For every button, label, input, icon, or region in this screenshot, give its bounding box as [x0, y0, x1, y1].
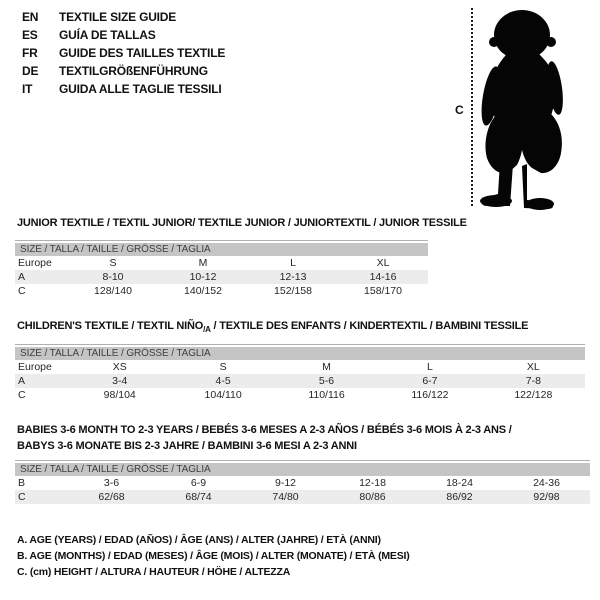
size-cell: XL: [376, 257, 390, 269]
language-row: [22, 80, 225, 98]
language-title: GUÍA DE TALLAS: [59, 28, 156, 42]
table-row-age: [15, 374, 585, 388]
height-dotted-line: [471, 8, 473, 206]
babies-title-line1: BABIES 3-6 MONTH TO 2-3 YEARS / BEBÉS 3-6 MESES A 2-3 AÑOS / BÉBÉS 3-6 MOIS À 2-3 ANS /: [17, 424, 512, 436]
age-cell: 3-4: [112, 375, 128, 387]
row-label: C: [18, 491, 26, 503]
language-code: EN: [22, 10, 39, 24]
size-cell: L: [427, 361, 433, 373]
babies-table: [15, 460, 590, 504]
size-cell: S: [219, 361, 227, 373]
children-title-post: / TEXTILE DES ENFANTS / KINDERTEXTIL / BAMBINI TESSILE: [210, 320, 529, 332]
table-row-europe: [15, 360, 585, 374]
row-label: Europe: [18, 361, 52, 373]
age-cell: 9-12: [274, 477, 296, 489]
height-cell: 128/140: [94, 285, 132, 297]
height-cell: 86/92: [446, 491, 473, 503]
height-label: C: [455, 103, 464, 117]
size-cell: S: [109, 257, 117, 269]
height-cell: 80/86: [359, 491, 386, 503]
junior-table: [15, 240, 428, 298]
height-cell: 122/128: [514, 389, 553, 401]
height-cell: 74/80: [272, 491, 299, 503]
language-code: ES: [22, 28, 38, 42]
size-cell: XL: [526, 361, 540, 373]
language-title: GUIDA ALLE TAGLIE TESSILI: [59, 82, 222, 96]
age-cell: 6-9: [190, 477, 207, 489]
footnote-c: C. (cm) HEIGHT / ALTURA / HAUTEUR / HÖHE / ALTEZZA: [17, 566, 291, 578]
row-label: A: [18, 375, 26, 387]
footnote-b: B. AGE (MONTHS) / EDAD (MESES) / ÂGE (MOIS) / ALTER (MONATE) / ETÀ (MESI): [17, 550, 410, 562]
age-cell: 12-13: [279, 271, 307, 283]
age-cell: 12-18: [359, 477, 386, 489]
age-cell: 8-10: [102, 271, 124, 283]
language-title: TEXTILE SIZE GUIDE: [59, 10, 177, 24]
language-code: FR: [22, 46, 38, 60]
size-header-bar: SIZE / TALLA / TAILLE / GRÖSSE / TAGLIA: [15, 243, 428, 256]
junior-table-title: JUNIOR TEXTILE / TEXTIL JUNIOR/ TEXTILE JUNIOR / JUNIORTEXTIL / JUNIOR TESSILE: [17, 217, 467, 229]
height-cell: 104/110: [204, 389, 242, 401]
size-cell: M: [198, 257, 208, 269]
height-cell: 62/68: [98, 491, 125, 503]
age-cell: 18-24: [446, 477, 473, 489]
row-label: A: [18, 271, 26, 283]
row-label: Europe: [18, 257, 52, 269]
size-cell: M: [322, 361, 331, 373]
height-cell: 92/98: [533, 491, 560, 503]
height-cell: 140/152: [184, 285, 222, 297]
height-cell: 116/122: [411, 389, 449, 401]
table-row-europe: [15, 256, 428, 270]
language-title: TEXTILGRÖßENFÜHRUNG: [59, 64, 208, 78]
age-cell: 3-6: [103, 477, 120, 489]
babies-table-title: [17, 422, 512, 454]
table-row-height: [15, 284, 428, 298]
height-cell: 110/116: [308, 389, 345, 401]
age-cell: 4-5: [215, 375, 231, 387]
row-label: C: [18, 389, 26, 401]
table-row-age: [15, 270, 428, 284]
row-label: C: [18, 285, 26, 297]
language-row: [22, 26, 225, 44]
table-row-height: [15, 388, 585, 402]
table-row-age-months: [15, 476, 590, 490]
age-cell: 24-36: [533, 477, 560, 489]
children-table-title: [17, 320, 528, 334]
age-cell: 14-16: [369, 271, 397, 283]
footnotes: [17, 532, 410, 580]
language-title: GUIDE DES TAILLES TEXTILE: [59, 46, 226, 60]
language-code: DE: [22, 64, 39, 78]
size-cell: XS: [112, 361, 127, 373]
height-cell: 68/74: [185, 491, 212, 503]
height-cell: 152/158: [274, 285, 312, 297]
children-title-sub: /A: [203, 325, 211, 335]
age-cell: 6-7: [422, 375, 438, 387]
table-row-height: [15, 490, 590, 504]
language-row: [22, 62, 225, 80]
age-cell: 5-6: [318, 375, 335, 387]
age-cell: 7-8: [525, 375, 541, 387]
row-label: B: [18, 477, 26, 489]
size-header-bar: SIZE / TALLA / TAILLE / GRÖSSE / TAGLIA: [15, 347, 585, 360]
baby-silhouette-icon: [477, 8, 569, 212]
footnote-a: A. AGE (YEARS) / EDAD (AÑOS) / ÂGE (ANS) / ALTER (JAHRE) / ETÀ (ANNI): [17, 534, 381, 546]
height-cell: 98/104: [103, 389, 136, 401]
age-cell: 10-12: [189, 271, 217, 283]
babies-title-line2: BABYS 3-6 MONATE BIS 2-3 JAHRE / BAMBINI 3-6 MESI A 2-3 ANNI: [17, 440, 357, 452]
size-cell: L: [290, 257, 296, 269]
language-code: IT: [22, 82, 33, 96]
children-table: [15, 344, 585, 402]
language-row: [22, 8, 225, 26]
children-title-pre: CHILDREN'S TEXTILE / TEXTIL NIÑO: [17, 320, 204, 332]
language-header: [22, 8, 225, 98]
size-header-bar: SIZE / TALLA / TAILLE / GRÖSSE / TAGLIA: [15, 463, 590, 476]
height-cell: 158/170: [364, 285, 402, 297]
language-row: [22, 44, 225, 62]
